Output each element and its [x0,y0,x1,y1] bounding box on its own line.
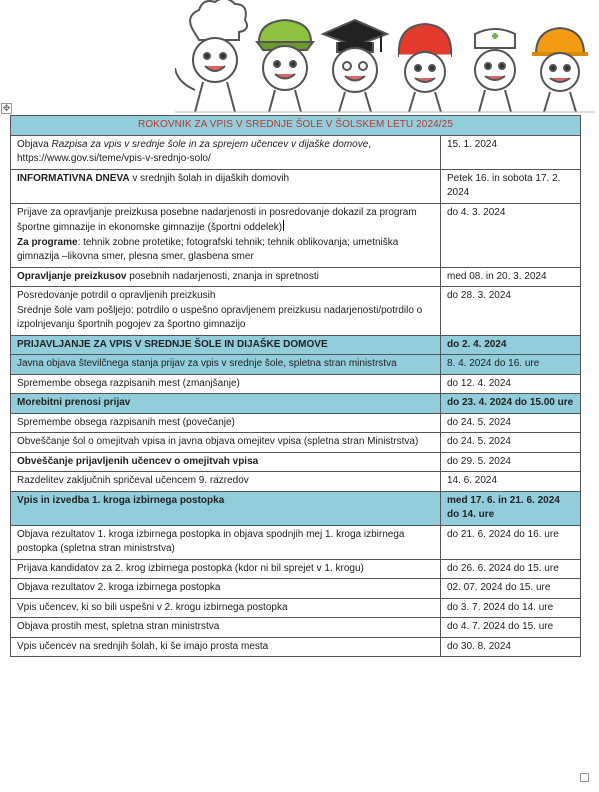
table-row [11,203,581,267]
table-row [11,559,581,579]
table-resize-handle[interactable] [580,773,589,782]
event-cell: Vpis in izvedba 1. kroga izbirnega postopka [11,491,441,525]
date-cell: do 12. 4. 2024 [441,374,581,394]
table-row-highlight [11,355,581,375]
title-row [11,116,581,136]
table-row [11,452,581,472]
date-cell: do 28. 3. 2024 [441,287,581,336]
event-cell: Obveščanje šol o omejitvah vpisa in javna objava omejitev vpisa (spletna stran Ministrstva) [11,433,441,453]
date-cell: do 4. 7. 2024 do 15. ure [441,618,581,638]
table-row [11,525,581,559]
event-cell [11,287,441,336]
date-cell: 14. 6. 2024 [441,472,581,492]
event-cell: Vpis učencev na srednjih šolah, ki še imajo prosta mesta [11,637,441,657]
event-text-bold: Za programe [17,236,78,248]
event-cell [11,169,441,203]
event-cell: Razdelitev zaključnih spričeval učencem 9. razredov [11,472,441,492]
table-row [11,287,581,336]
page-title: ROKOVNIK ZA VPIS V SREDNJE ŠOLE V ŠOLSKEM LETU 2024/25 [11,116,581,136]
date-cell: do 4. 3. 2024 [441,203,581,267]
table-row [11,472,581,492]
date-cell: do 24. 5. 2024 [441,413,581,433]
event-cell: Objava prostih mest, spletna stran ministrstva [11,618,441,638]
event-cell: Morebitni prenosi prijav [11,394,441,414]
table-row [11,374,581,394]
url-text: https://www.gov.si/teme/vpis-v-srednjo-solo/ [17,153,211,164]
enrollment-calendar-table [10,115,581,657]
text-cursor [283,220,284,231]
event-cell: Vpis učencev, ki so bili uspešni v 2. krogu izbirnega postopka [11,598,441,618]
date-cell: med 17. 6. in 21. 6. 2024 do 14. ure [441,491,581,525]
date-cell: do 2. 4. 2024 [441,335,581,355]
event-cell: Objava rezultatov 1. kroga izbirnega postopka in objava spodnjih mej 1. kroga izbirnega postopka (spletna stran ministrstva) [11,525,441,559]
date-cell: do 3. 7. 2024 do 14. ure [441,598,581,618]
event-cell [11,267,441,287]
table-row [11,413,581,433]
event-text: v srednjih šolah in dijaških domovih [129,172,290,184]
table-row-highlight [11,394,581,414]
event-cell: Spremembe obsega razpisanih mest (povečanje) [11,413,441,433]
event-text: posebnih nadarjenosti, znanja in spretnosti [126,270,319,282]
event-text-bold: Opravljanje preizkusov [17,270,127,282]
move-icon[interactable]: ✥ [2,103,11,113]
event-cell: Prijava kandidatov za 2. krog izbirnega postopka (kdor ni bil sprejet v 1. krogu) [11,559,441,579]
event-cell [11,203,441,267]
table-row [11,135,581,169]
date-cell: do 30. 8. 2024 [441,637,581,657]
table-row-highlight [11,335,581,355]
date-cell: do 26. 6. 2024 do 15. ure [441,559,581,579]
event-text: Posredovanje potrdil o opravljenih preizkusih [17,290,216,301]
date-cell: 15. 1. 2024 [441,135,581,169]
event-text: Prijave za opravljanje preizkusa posebne nadarjenosti in posredovanje dokazil za program športne gimnazije in ekonomske gimnazije (športni oddelek) [17,206,417,233]
table-row [11,267,581,287]
table-row [11,433,581,453]
table-row [11,169,581,203]
event-text: , [368,138,372,150]
table-row [11,618,581,638]
event-cell: Objava rezultatov 2. kroga izbirnega postopka [11,579,441,599]
event-text: Srednje šole vam pošljejo: potrdilo o uspešno opravljenem preizkusu nadarjenosti/potrdilo o izpolnjevanju športnih pogojev za športno gimnazijo [17,304,423,330]
date-cell: 8. 4. 2024 do 16. ure [441,355,581,375]
date-cell: Petek 16. in sobota 17. 2. 2024 [441,169,581,203]
event-cell: Spremembe obsega razpisanih mest (zmanjšanje) [11,374,441,394]
date-cell: do 29. 5. 2024 [441,452,581,472]
table-row [11,579,581,599]
event-cell: PRIJAVLJANJE ZA VPIS V SREDNJE ŠOLE IN DIJAŠKE DOMOVE [11,335,441,355]
event-text: : tehnik zobne protetike; fotografski tehnik; tehnik oblikovanja; umetniška gimnazija –likovna smer, plesna smer, glasbena smer [17,236,399,262]
date-cell: do 21. 6. 2024 do 16. ure [441,525,581,559]
cartoon-children-professions-illustration [175,0,595,115]
event-cell: Javna objava številčnega stanja prijav za vpis v srednje šole, spletna stran ministrstva [11,355,441,375]
date-cell: med 08. in 20. 3. 2024 [441,267,581,287]
event-cell: Obveščanje prijavljenih učencev o omejitvah vpisa [11,452,441,472]
event-text-bold: INFORMATIVNA DNEVA [17,172,130,184]
event-text-italic: Razpisa za vpis v srednje šole in za sprejem učencev v dijaške domove [51,138,369,150]
event-text: Objava [17,138,52,150]
table-row-highlight [11,491,581,525]
table-row [11,637,581,657]
table-row [11,598,581,618]
date-cell: do 23. 4. 2024 do 15.00 ure [441,394,581,414]
date-cell: 02. 07. 2024 do 15. ure [441,579,581,599]
date-cell: do 24. 5. 2024 [441,433,581,453]
event-cell [11,135,441,169]
